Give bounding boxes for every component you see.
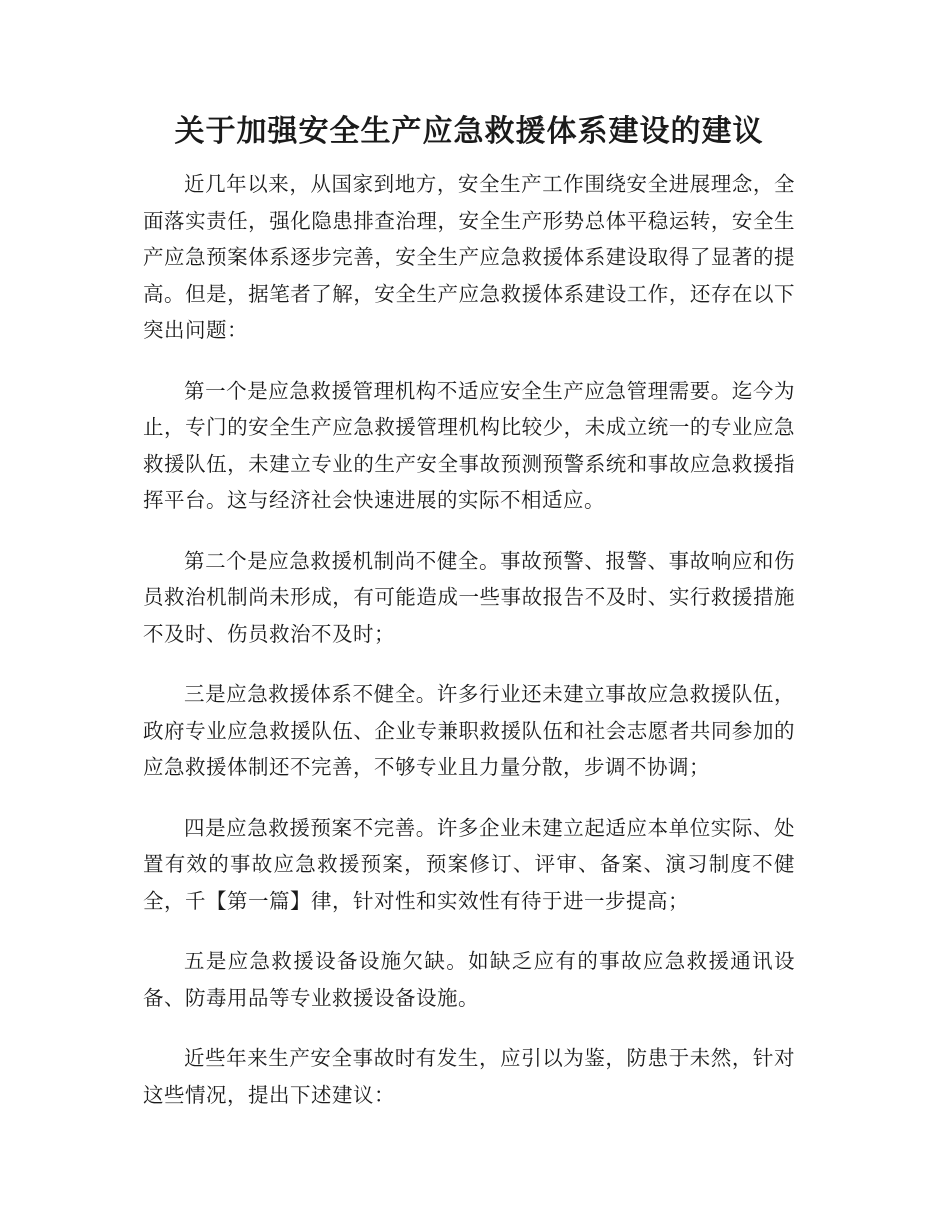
paragraph-issue-1: 第一个是应急救援管理机构不适应安全生产应急管理需要。迄今为止，专门的安全生产应急救援管理机构比较少，未成立统一的专业应急救援队伍，未建立专业的生产安全事故预测预警系统和事故应急救援指挥平台。这与经济社会快速进展的实际不相适应。 <box>143 378 795 512</box>
paragraph-intro: 近几年以来，从国家到地方，安全生产工作围绕安全进展理念，全面落实责任，强化隐患排查治理，安全生产形势总体平稳运转，安全生产应急预案体系逐步完善，安全生产应急救援体系建设取得了显著的提高。但是，据笔者了解，安全生产应急救援体系建设工作，还存在以下突出问题： <box>143 172 795 342</box>
paragraph-issue-5: 五是应急救援设备设施欠缺。如缺乏应有的事故应急救援通讯设备、防毒用品等专业救援设备设施。 <box>143 949 795 1010</box>
document-title: 关于加强安全生产应急救援体系建设的建议 <box>174 114 764 149</box>
paragraph-issue-4: 四是应急救援预案不完善。许多企业未建立起适应本单位实际、处置有效的事故应急救援预案，预案修订、评审、备案、演习制度不健全，千【第一篇】律，针对性和实效性有待于进一步提高； <box>143 815 795 913</box>
paragraph-issue-2: 第二个是应急救援机制尚不健全。事故预警、报警、事故响应和伤员救治机制尚未形成，有可能造成一些事故报告不及时、实行救援措施不及时、伤员救治不及时； <box>143 548 795 646</box>
paragraph-issue-3: 三是应急救援体系不健全。许多行业还未建立事故应急救援队伍，政府专业应急救援队伍、企业专兼职救援队伍和社会志愿者共同参加的应急救援体制还不完善，不够专业且力量分散，步调不协调； <box>143 682 795 779</box>
paragraph-conclusion: 近些年来生产安全事故时有发生，应引以为鉴，防患于未然，针对这些情况，提出下述建议： <box>143 1046 795 1107</box>
document-page <box>143 108 795 1137</box>
